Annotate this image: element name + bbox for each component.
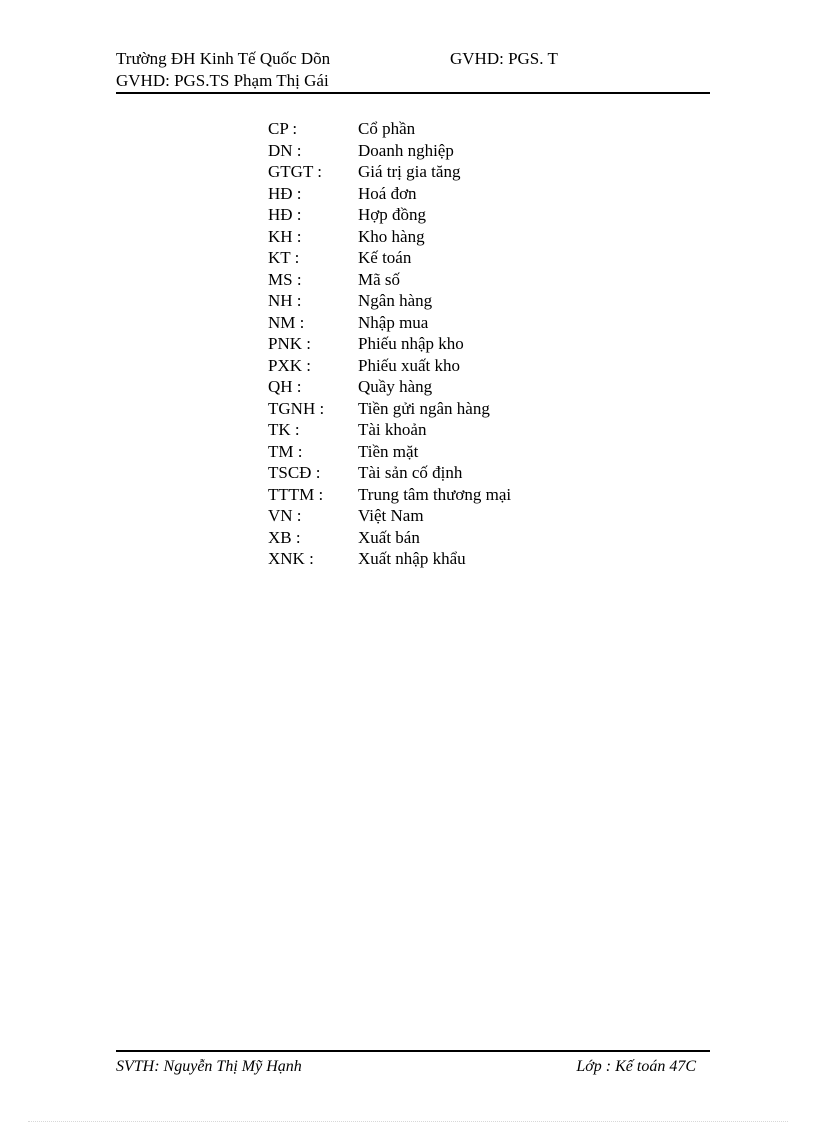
- abbreviation-code: TGNH :: [268, 398, 325, 418]
- advisor-short: GVHD: PGS. T: [450, 49, 558, 68]
- abbreviation-row: [268, 226, 511, 248]
- student-name: SVTH: Nguyễn Thị Mỹ Hạnh: [116, 1058, 302, 1075]
- abbreviation-row: [268, 398, 511, 420]
- abbreviation-meaning: Cổ phần: [358, 119, 416, 138]
- header-divider: [116, 92, 710, 94]
- abbreviation-code: GTGT :: [268, 162, 322, 181]
- abbreviation-meaning: Trung tâm thương mại: [358, 484, 512, 504]
- abbreviation-meaning: Xuất bán: [358, 527, 420, 547]
- abbreviation-row: [268, 161, 511, 183]
- abbreviation-code: NH :: [268, 291, 302, 310]
- abbreviation-code: XB :: [268, 527, 301, 547]
- abbreviation-code: DN :: [268, 140, 302, 160]
- abbreviation-meaning: Nhập mua: [358, 312, 429, 332]
- abbreviation-row: [268, 290, 511, 312]
- abbreviation-row: [268, 484, 511, 506]
- abbreviation-list: [268, 118, 511, 570]
- abbreviation-code: PNK :: [268, 334, 311, 353]
- abbreviation-code: KH :: [268, 226, 302, 246]
- abbreviation-meaning: Tiền mặt: [358, 441, 419, 461]
- page-header: [116, 48, 710, 92]
- abbreviation-code: HĐ :: [268, 183, 302, 203]
- abbreviation-code: TTTM :: [268, 484, 324, 504]
- abbreviation-code: TK :: [268, 420, 300, 439]
- abbreviation-code: MS :: [268, 269, 302, 289]
- abbreviation-meaning: Ngân hàng: [358, 291, 433, 310]
- page-footer: [116, 1056, 696, 1078]
- abbreviation-code: XNK :: [268, 549, 314, 568]
- abbreviation-row: [268, 333, 511, 355]
- advisor-full: GVHD: PGS.TS Phạm Thị Gái: [116, 71, 329, 90]
- header-line-1: [116, 48, 710, 70]
- abbreviation-meaning: Hợp đồng: [358, 205, 427, 224]
- footer-divider: [116, 1050, 710, 1052]
- abbreviation-meaning: Tiền gửi ngân hàng: [358, 398, 490, 418]
- page-bottom-border: [28, 1121, 788, 1122]
- abbreviation-row: [268, 376, 511, 398]
- abbreviation-meaning: Tài sản cố định: [358, 463, 463, 482]
- abbreviation-code: TM :: [268, 441, 303, 461]
- abbreviation-meaning: Kho hàng: [358, 226, 425, 246]
- abbreviation-meaning: Quầy hàng: [358, 377, 433, 396]
- abbreviation-code: QH :: [268, 377, 302, 396]
- abbreviation-row: [268, 204, 511, 226]
- abbreviation-code: NM :: [268, 312, 305, 332]
- abbreviation-code: HĐ :: [268, 205, 302, 224]
- abbreviation-row: [268, 527, 511, 549]
- abbreviation-meaning: Giá trị gia tăng: [358, 162, 461, 181]
- abbreviation-row: [268, 140, 511, 162]
- abbreviation-row: [268, 118, 511, 140]
- class-name: Lớp : Kế toán 47C: [576, 1058, 696, 1075]
- abbreviation-code: VN :: [268, 506, 302, 525]
- abbreviation-meaning: Kế toán: [358, 248, 412, 267]
- abbreviation-row: [268, 269, 511, 291]
- abbreviation-row: [268, 247, 511, 269]
- abbreviation-meaning: Mã số: [358, 269, 401, 289]
- abbreviation-meaning: Xuất nhập khẩu: [358, 549, 466, 568]
- abbreviation-row: [268, 419, 511, 441]
- abbreviation-code: KT :: [268, 248, 300, 267]
- abbreviation-meaning: Phiếu xuất kho: [358, 355, 460, 375]
- abbreviation-code: TSCĐ :: [268, 463, 321, 482]
- abbreviation-code: CP :: [268, 119, 298, 138]
- abbreviation-row: [268, 505, 511, 527]
- abbreviation-row: [268, 462, 511, 484]
- abbreviation-meaning: Phiếu nhập kho: [358, 334, 464, 353]
- abbreviation-row: [268, 441, 511, 463]
- abbreviation-meaning: Việt Nam: [358, 506, 424, 525]
- abbreviation-row: [268, 183, 511, 205]
- abbreviation-row: [268, 355, 511, 377]
- abbreviation-meaning: Hoá đơn: [358, 183, 417, 203]
- abbreviation-row: [268, 548, 511, 570]
- abbreviation-row: [268, 312, 511, 334]
- abbreviation-code: PXK :: [268, 355, 311, 375]
- abbreviation-meaning: Doanh nghiệp: [358, 140, 454, 160]
- school-name: Trường ĐH Kinh Tế Quốc Dõn: [116, 49, 331, 68]
- abbreviation-meaning: Tài khoản: [358, 420, 427, 439]
